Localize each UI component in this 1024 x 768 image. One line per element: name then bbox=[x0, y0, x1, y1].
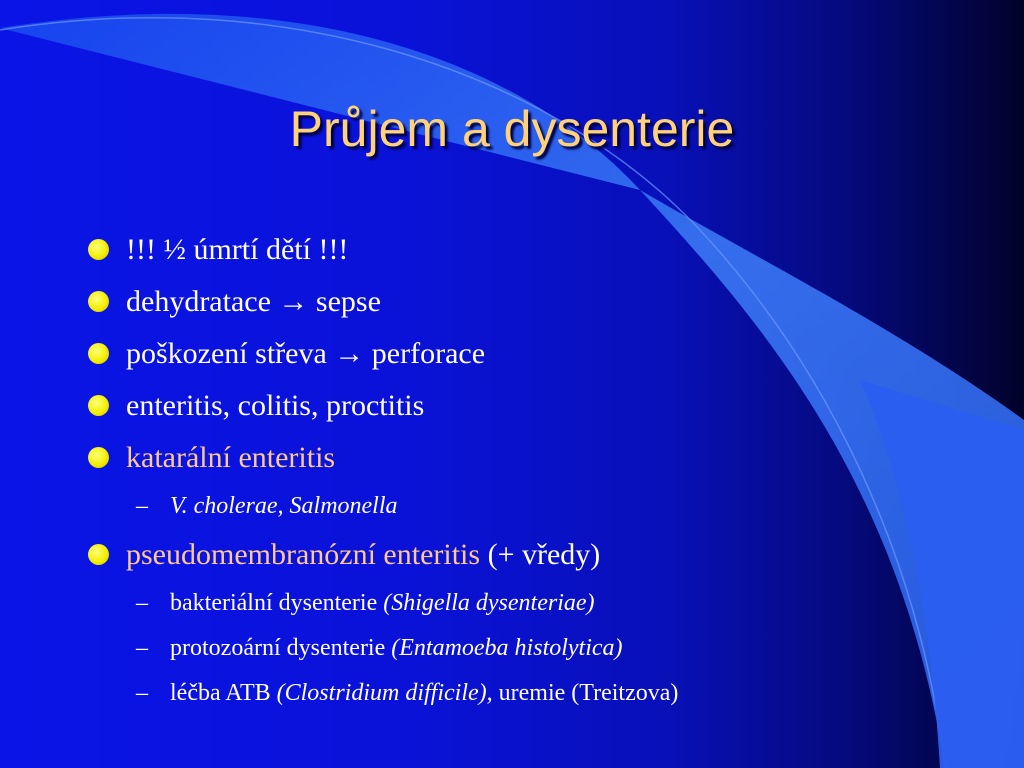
sub-bullet-text: uremie (Treitzova) bbox=[492, 680, 679, 706]
bullet-item bbox=[88, 328, 988, 380]
bullet-dot-icon bbox=[88, 395, 109, 416]
bullet-text: perforace bbox=[364, 337, 486, 370]
bullet-text: sepse bbox=[308, 285, 381, 318]
dash-marker: – bbox=[136, 590, 148, 616]
bullet-item bbox=[88, 529, 988, 581]
bullet-item bbox=[88, 432, 988, 484]
sub-bullet-text: protozoární dysenterie bbox=[170, 635, 392, 661]
arrow-icon: → bbox=[278, 285, 309, 318]
sub-bullet-item bbox=[88, 484, 988, 529]
sub-bullet-text: bakteriální dysenterie bbox=[170, 590, 384, 616]
bullet-suffix-text: (+ vředy) bbox=[480, 538, 601, 571]
sub-bullet-item bbox=[88, 581, 988, 626]
sub-bullet-italic-text: (Entamoeba histolytica) bbox=[391, 635, 623, 661]
bullet-item bbox=[88, 380, 988, 432]
sub-bullet-italic-text: (Shigella dysenteriae) bbox=[383, 590, 595, 616]
bullet-text: pseudomembranózní enteritis bbox=[126, 538, 481, 571]
bullet-list bbox=[88, 224, 988, 716]
sub-bullet-text: léčba ATB bbox=[170, 680, 277, 706]
slide-title: Průjem a dysenterie bbox=[289, 101, 735, 157]
sub-bullet-item bbox=[88, 626, 988, 671]
bullet-text: dehydratace bbox=[126, 285, 279, 318]
bullet-dot-icon bbox=[88, 343, 109, 364]
bullet-text: !!! ½ úmrtí dětí !!! bbox=[126, 233, 349, 266]
sub-bullet-italic-text: (Clostridium difficile), bbox=[276, 680, 493, 706]
bullet-dot-icon bbox=[88, 239, 109, 260]
bullet-item bbox=[88, 224, 988, 276]
dash-marker: – bbox=[136, 493, 148, 519]
dash-marker: – bbox=[136, 680, 148, 706]
bullet-text: katarální enteritis bbox=[126, 441, 336, 474]
bullet-dot-icon bbox=[88, 447, 109, 468]
bullet-dot-icon bbox=[88, 544, 109, 565]
bullet-text: enteritis, colitis, proctitis bbox=[126, 389, 425, 422]
bullet-text: poškození střeva bbox=[126, 337, 335, 370]
sub-bullet-item bbox=[88, 671, 988, 716]
sub-bullet-italic-text: V. cholerae, Salmonella bbox=[170, 493, 398, 519]
bullet-item bbox=[88, 276, 988, 328]
arrow-icon: → bbox=[334, 337, 365, 370]
dash-marker: – bbox=[136, 635, 148, 661]
bullet-dot-icon bbox=[88, 291, 109, 312]
